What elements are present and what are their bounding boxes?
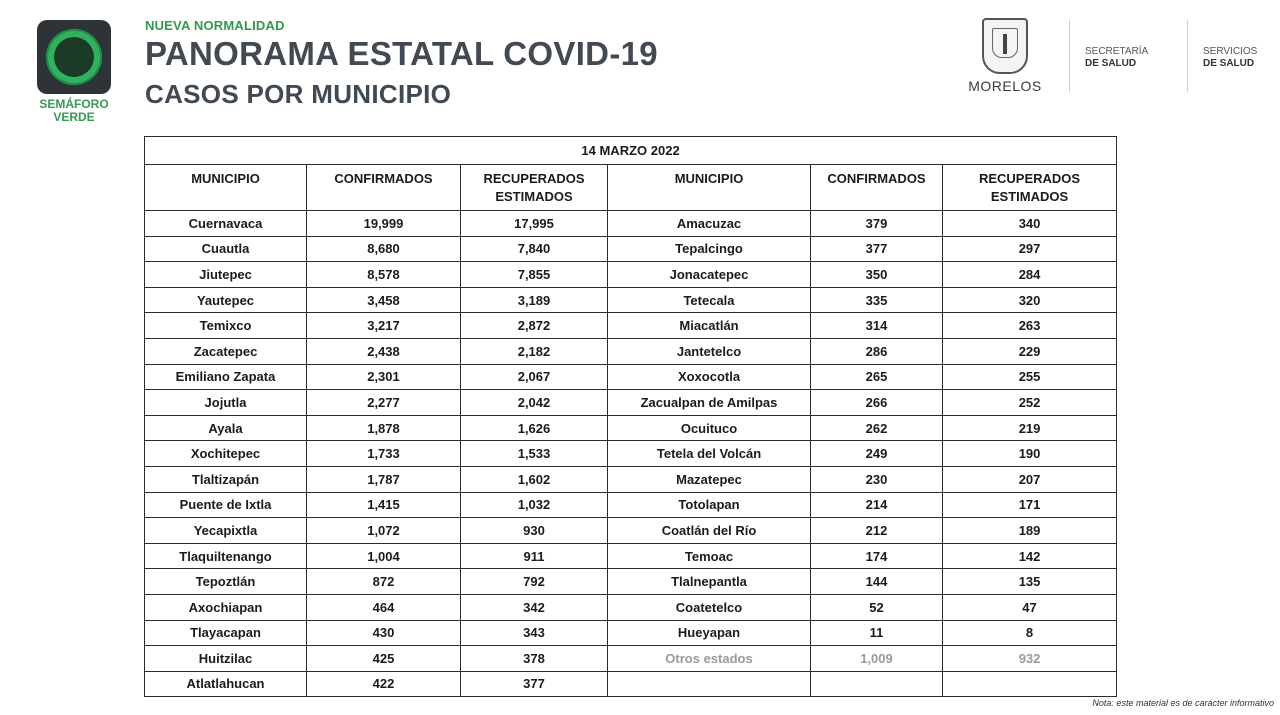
col-header-municipio: MUNICIPIO [608,165,811,211]
municipio-cell: Tlaltizapán [145,466,307,492]
table-row [145,313,1117,339]
municipio-cell: Hueyapan [608,620,811,646]
municipio-cell: Puente de Ixtla [145,492,307,518]
municipio-cell: Yautepec [145,287,307,313]
table-row [145,466,1117,492]
confirmados-cell: 11 [811,620,943,646]
confirmados-cell: 350 [811,262,943,288]
report-date: 14 MARZO 2022 [145,137,1117,165]
recuperados-cell: 911 [461,543,608,569]
col-header-confirmados: CONFIRMADOS [307,165,461,211]
table-row [145,620,1117,646]
recuperados-cell: 930 [461,518,608,544]
recuperados-cell: 252 [943,390,1117,416]
table-row [145,492,1117,518]
municipio-cell: Zacualpan de Amilpas [608,390,811,416]
confirmados-cell: 430 [307,620,461,646]
municipio-cell: Otros estados [608,646,811,672]
recuperados-cell: 1,602 [461,466,608,492]
confirmados-cell: 214 [811,492,943,518]
semaforo-badge [36,20,112,124]
recuperados-cell: 342 [461,594,608,620]
confirmados-cell: 1,415 [307,492,461,518]
confirmados-cell: 19,999 [307,211,461,237]
recuperados-line1: RECUPERADOS [978,171,1081,186]
recuperados-cell: 189 [943,518,1117,544]
confirmados-cell: 52 [811,594,943,620]
confirmados-cell: 262 [811,415,943,441]
recuperados-cell: 792 [461,569,608,595]
cases-table [144,136,1116,697]
municipio-cell: Huitzilac [145,646,307,672]
logo-divider [1069,20,1070,92]
confirmados-cell: 8,680 [307,236,461,262]
semaforo-label [36,98,112,124]
municipio-cell: Jojutla [145,390,307,416]
recuperados-cell: 343 [461,620,608,646]
recuperados-cell: 2,182 [461,338,608,364]
recuperados-cell: 219 [943,415,1117,441]
recuperados-cell: 378 [461,646,608,672]
recuperados-line1: RECUPERADOS [483,171,585,186]
municipio-cell: Totolapan [608,492,811,518]
table-row [145,646,1117,672]
morelos-map-icon [54,37,94,77]
municipio-cell: Cuautla [145,236,307,262]
confirmados-cell: 464 [307,594,461,620]
table-row [145,364,1117,390]
recuperados-cell: 297 [943,236,1117,262]
confirmados-cell: 286 [811,338,943,364]
confirmados-cell: 144 [811,569,943,595]
confirmados-cell: 379 [811,211,943,237]
municipio-cell: Coatetelco [608,594,811,620]
recuperados-cell: 320 [943,287,1117,313]
municipio-cell: Jiutepec [145,262,307,288]
recuperados-cell: 207 [943,466,1117,492]
municipio-cell: Axochiapan [145,594,307,620]
recuperados-cell: 142 [943,543,1117,569]
page-title: PANORAMA ESTATAL COVID-19 [145,35,658,72]
confirmados-cell: 1,878 [307,415,461,441]
municipio-cell: Mazatepec [608,466,811,492]
confirmados-cell: 3,217 [307,313,461,339]
confirmados-cell: 425 [307,646,461,672]
recuperados-cell: 2,067 [461,364,608,390]
morelos-logo [955,18,1055,94]
recuperados-cell: 340 [943,211,1117,237]
recuperados-line2: ESTIMADOS [990,189,1069,204]
table-row [145,543,1117,569]
confirmados-cell: 249 [811,441,943,467]
recuperados-cell: 1,626 [461,415,608,441]
municipio-cell: Coatlán del Río [608,518,811,544]
municipio-cell: Yecapixtla [145,518,307,544]
recuperados-cell: 7,840 [461,236,608,262]
municipio-cell: Jantetelco [608,338,811,364]
confirmados-cell: 1,787 [307,466,461,492]
coat-of-arms-icon [982,18,1028,74]
recuperados-cell: 47 [943,594,1117,620]
recuperados-cell: 171 [943,492,1117,518]
recuperados-cell: 932 [943,646,1117,672]
semaforo-label-line2: VERDE [53,110,95,124]
traffic-light-icon [37,20,111,94]
table-row [145,671,1117,697]
confirmados-cell: 212 [811,518,943,544]
recuperados-cell: 2,042 [461,390,608,416]
table-row [145,518,1117,544]
secretaria-line2: DE SALUD [1085,58,1137,69]
municipio-cell: Ocuituco [608,415,811,441]
confirmados-cell: 3,458 [307,287,461,313]
table-row [145,441,1117,467]
municipio-cell: Xochitepec [145,441,307,467]
recuperados-cell: 17,995 [461,211,608,237]
kicker: NUEVA NORMALIDAD [145,18,285,33]
secretaria-line1: SECRETARÍA [1085,46,1149,57]
semaforo-label-line1: SEMÁFORO [39,97,109,111]
municipio-cell: Zacatepec [145,338,307,364]
confirmados-cell: 1,009 [811,646,943,672]
table-row [145,390,1117,416]
table-row [145,594,1117,620]
recuperados-cell: 7,855 [461,262,608,288]
col-header-confirmados: CONFIRMADOS [811,165,943,211]
table-row [145,262,1117,288]
recuperados-cell: 2,872 [461,313,608,339]
green-light-icon [46,29,102,85]
confirmados-cell: 265 [811,364,943,390]
col-header-recuperados [943,165,1117,211]
confirmados-cell: 2,277 [307,390,461,416]
confirmados-cell: 2,438 [307,338,461,364]
municipio-cell: Tepoztlán [145,569,307,595]
recuperados-cell: 284 [943,262,1117,288]
municipio-cell: Ayala [145,415,307,441]
servicios-salud-logo [1203,46,1257,70]
table-row [145,569,1117,595]
recuperados-cell: 377 [461,671,608,697]
col-header-municipio: MUNICIPIO [145,165,307,211]
municipio-cell: Temoac [608,543,811,569]
header [145,18,658,110]
municipio-cell: Tlaquiltenango [145,543,307,569]
secretaria-salud-logo [1085,46,1148,70]
logo-divider [1187,20,1188,92]
municipio-cell: Jonacatepec [608,262,811,288]
confirmados-cell: 872 [307,569,461,595]
confirmados-cell: 335 [811,287,943,313]
confirmados-cell: 422 [307,671,461,697]
municipio-cell: Cuernavaca [145,211,307,237]
confirmados-cell: 230 [811,466,943,492]
header-row [145,165,1117,211]
recuperados-cell: 255 [943,364,1117,390]
municipio-cell [608,671,811,697]
confirmados-cell: 314 [811,313,943,339]
municipio-cell: Xoxocotla [608,364,811,390]
municipio-cell: Atlatlahucan [145,671,307,697]
recuperados-cell: 263 [943,313,1117,339]
municipio-cell: Tetela del Volcán [608,441,811,467]
confirmados-cell: 1,072 [307,518,461,544]
state-name: MORELOS [968,78,1042,94]
table-row [145,236,1117,262]
confirmados-cell: 1,004 [307,543,461,569]
table-row [145,415,1117,441]
confirmados-cell: 2,301 [307,364,461,390]
municipio-cell: Miacatlán [608,313,811,339]
recuperados-cell: 190 [943,441,1117,467]
municipio-cell: Temixco [145,313,307,339]
recuperados-cell: 229 [943,338,1117,364]
confirmados-cell: 8,578 [307,262,461,288]
table-row [145,211,1117,237]
date-row [145,137,1117,165]
municipio-cell: Tetecala [608,287,811,313]
servicios-line1: SERVICIOS [1203,46,1258,57]
table-row [145,287,1117,313]
municipio-cell: Tlalnepantla [608,569,811,595]
confirmados-cell: 266 [811,390,943,416]
confirmados-cell: 174 [811,543,943,569]
recuperados-cell: 8 [943,620,1117,646]
recuperados-cell: 1,032 [461,492,608,518]
government-logos [955,18,1265,98]
page-subtitle: CASOS POR MUNICIPIO [145,79,452,109]
recuperados-cell [943,671,1117,697]
table-row [145,338,1117,364]
recuperados-cell: 135 [943,569,1117,595]
municipio-cell: Emiliano Zapata [145,364,307,390]
confirmados-cell: 1,733 [307,441,461,467]
recuperados-line2: ESTIMADOS [495,189,573,204]
col-header-recuperados [461,165,608,211]
servicios-line2: DE SALUD [1203,58,1255,69]
recuperados-cell: 3,189 [461,287,608,313]
municipio-cell: Tepalcingo [608,236,811,262]
confirmados-cell: 377 [811,236,943,262]
municipio-cell: Tlayacapan [145,620,307,646]
confirmados-cell [811,671,943,697]
municipio-cell: Amacuzac [608,211,811,237]
footer-note: Nota: este material es de carácter informativo [1092,698,1274,708]
recuperados-cell: 1,533 [461,441,608,467]
